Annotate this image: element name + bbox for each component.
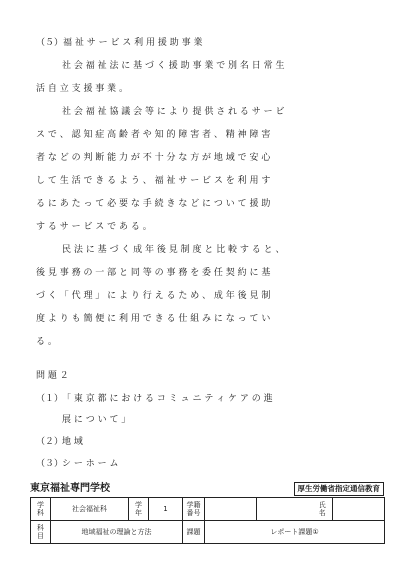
- blank-cell: [257, 498, 313, 521]
- paragraph-2-line-4: し て 生 活 で き る よ う 、 福 祉 サ ー ビ ス を 利 用 す: [36, 176, 271, 186]
- paragraph-1-line-2: 活 自 立 支 援 事 業 。: [36, 84, 129, 94]
- subject-label-cell: [31, 521, 51, 544]
- paragraph-2-line-1: 社 会 福 祉 協 議 会 等 に よ り 提 供 さ れ る サ ー ビ: [62, 107, 285, 117]
- question-heading: 問 題 ２: [36, 371, 69, 381]
- year-label-cell: [129, 498, 149, 521]
- year-label: 学年: [135, 500, 142, 517]
- topic-value: レポート課題①: [205, 521, 385, 544]
- answer-1-line-1: 「 東 京 都 に お け る コ ミ ュ ニ テ ィ ケ ア の 進: [62, 394, 273, 404]
- form-row-1: [31, 498, 385, 521]
- paragraph-2-line-5: る に あ た っ て 必 要 な 手 続 き な ど に つ い て 援 助: [36, 199, 271, 209]
- paragraph-3-line-4: 度 よ り も 簡 便 に 利 用 で き る 仕 組 み に な っ て い: [36, 314, 271, 324]
- paragraph-2-line-2: ス で 、 認 知 症 高 齢 者 や 知 的 障 害 者 、 精 神 障 害: [36, 130, 271, 140]
- dept-value: 社会福祉科: [51, 498, 129, 521]
- answer-2-label: （２）: [36, 437, 64, 447]
- id-label: 学籍番号: [186, 500, 201, 517]
- answer-1-line-2: 展 に つ い て 」: [62, 415, 131, 425]
- paragraph-2-line-6: す る サ ー ビ ス で あ る 。: [36, 222, 152, 232]
- id-label-cell: [183, 498, 205, 521]
- form-row-2: [31, 521, 385, 544]
- answer-3-label: （３）: [36, 459, 64, 469]
- topic-label: 課題: [183, 521, 205, 544]
- ministry-label: 厚生労働省指定通信教育: [294, 482, 385, 496]
- subject-value: 地域福祉の理論と方法: [51, 521, 183, 544]
- school-name: 東京福祉専門学校: [30, 483, 110, 494]
- name-label-cell: [313, 498, 333, 521]
- student-info-form: [30, 497, 385, 544]
- footer-header: [30, 482, 384, 496]
- paragraph-1-line-1: 社 会 福 祉 法 に 基 づ く 援 助 事 業 で 別 名 日 常 生: [62, 61, 285, 71]
- paragraph-3-line-5: る 。: [36, 337, 57, 347]
- answer-1-label: （１）: [36, 394, 64, 404]
- name-label: 氏名: [318, 500, 326, 517]
- paragraph-2-line-3: 者 な ど の 判 断 能 力 が 不 十 分 な 方 が 地 域 で 安 心: [36, 153, 271, 163]
- id-value: [205, 498, 257, 521]
- section-heading: （５）福 祉 サ ー ビ ス 利 用 援 助 事 業: [36, 38, 203, 48]
- name-value: [333, 498, 385, 521]
- answer-3-text: シ ー ホ ー ム: [62, 459, 119, 469]
- paragraph-3-line-2: 後 見 事 務 の 一 部 と 同 等 の 事 務 を 委 任 契 約 に 基: [36, 268, 271, 278]
- paragraph-3-line-1: 民 法 に 基 づ く 成 年 後 見 制 度 と 比 較 す る と 、: [62, 245, 285, 255]
- paragraph-3-line-3: づ く 「 代 理 」 に よ り 行 え る た め 、 成 年 後 見 制: [36, 291, 271, 301]
- dept-label: 学科: [37, 500, 44, 517]
- subject-label: 科目: [37, 523, 44, 540]
- dept-label-cell: [31, 498, 51, 521]
- year-value: 1: [149, 498, 183, 521]
- answer-2-text: 地 域: [62, 437, 83, 447]
